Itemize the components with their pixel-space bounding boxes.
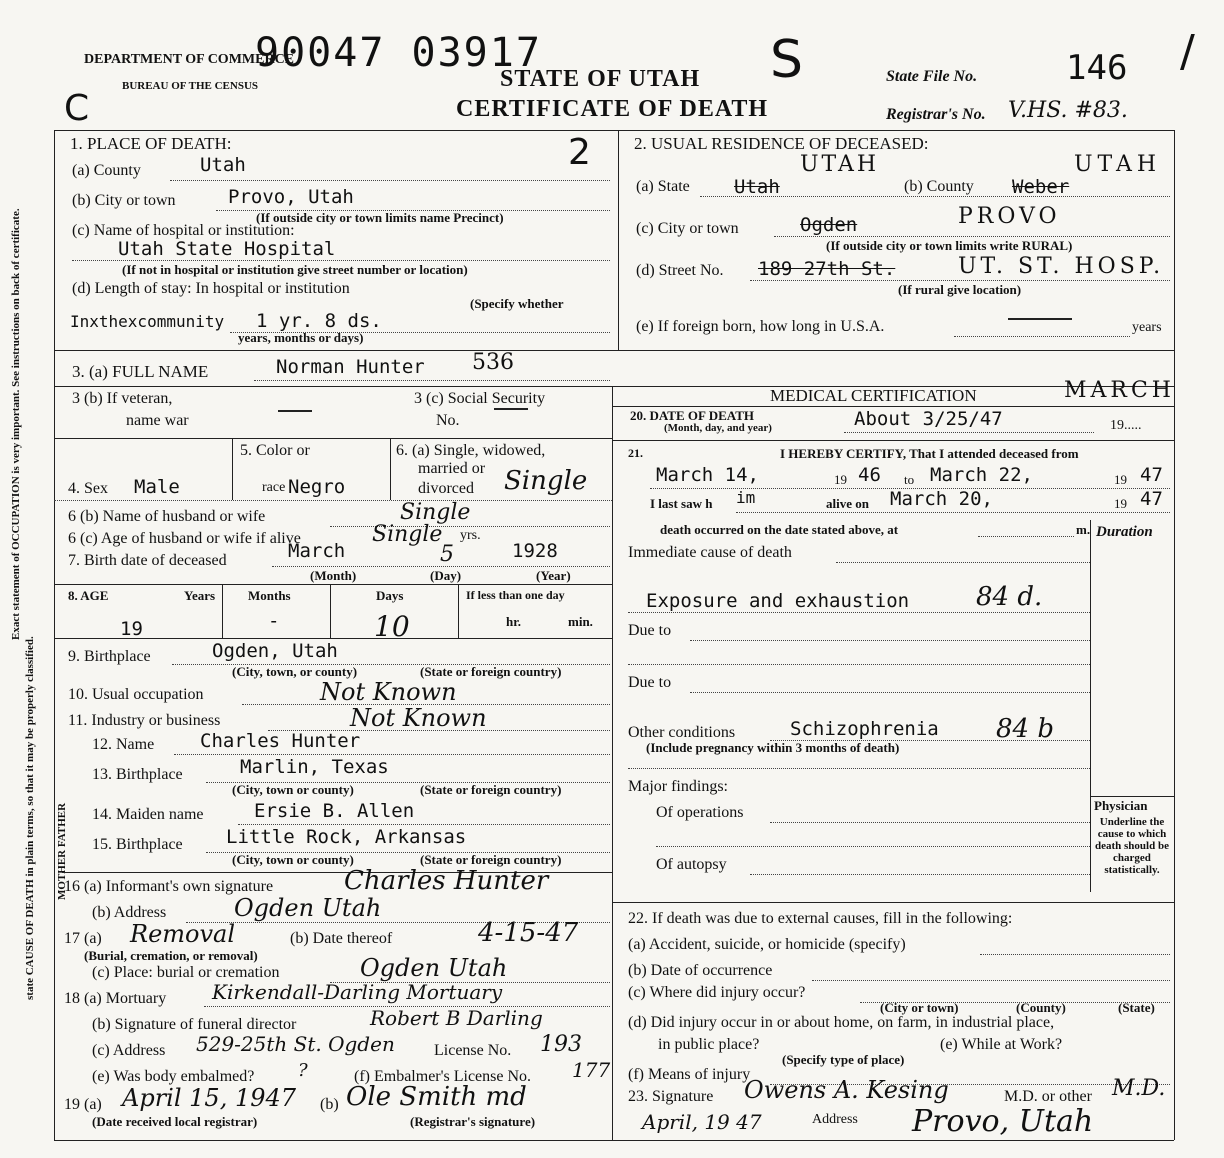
occupation-instruction: Exact statement of OCCUPATION is very important. See instructions on back of certificate. <box>10 208 22 640</box>
last-saw-year: 47 <box>1140 488 1163 510</box>
physician-note: Underline the cause to which death should be charged statistically. <box>1095 816 1169 876</box>
age-years-lbl: Years <box>184 588 216 603</box>
burial-note: (Burial, cremation, or removal) <box>84 948 258 963</box>
death-city: Provo, Utah <box>228 186 354 208</box>
birth-year-lbl: (Year) <box>536 568 571 583</box>
name-hw-number: 536 <box>472 350 514 375</box>
dod-suffix: 19..... <box>1110 418 1142 433</box>
burial-type: Removal <box>130 920 236 948</box>
informant-signature: Charles Hunter <box>344 866 549 896</box>
physician-address: Provo, Utah <box>912 1104 1094 1139</box>
registrar-sig-label: (b) <box>320 1096 339 1113</box>
name-row-bottom-line <box>54 386 1174 387</box>
other-conditions-label: Other conditions <box>628 724 736 741</box>
birth-day-lbl: (Day) <box>430 568 462 583</box>
res-street-struck: 189 27th St. <box>758 258 896 280</box>
res-street-note: (If rural give location) <box>898 282 1022 297</box>
certificate-title: CERTIFICATE OF DEATH <box>456 96 769 122</box>
age-col-1 <box>222 584 223 638</box>
funeral-director-label: (b) Signature of funeral director <box>92 1016 297 1033</box>
industry-value: Not Known <box>350 704 487 732</box>
fd-address-label: (c) Address <box>92 1042 166 1059</box>
attend-to-year: 47 <box>1140 464 1163 486</box>
medical-hw-month: MARCH <box>1064 378 1175 403</box>
address-label: Address <box>812 1112 858 1127</box>
min-lbl: min. <box>568 614 593 629</box>
hw-mark-s: S <box>770 30 804 90</box>
duration-col-line <box>1090 520 1091 892</box>
state-file-value: 146 <box>1066 48 1128 88</box>
burial-label: 17 (a) <box>64 930 102 947</box>
birthplace-label: 9. Birthplace <box>68 648 151 665</box>
res-city-hw: PROVO <box>958 204 1061 229</box>
name-row-top-line <box>54 350 1174 351</box>
bureau-label: BUREAU OF THE CENSUS <box>122 80 259 92</box>
attend-to-19: 19 <box>1114 472 1127 487</box>
age-col-3 <box>458 584 459 638</box>
frame-bottom-line <box>54 1140 1174 1141</box>
burial-date-label: (b) Date thereof <box>290 930 393 947</box>
res-county-hw: UTAH <box>1074 152 1162 177</box>
industry-label: 11. Industry or business <box>68 712 221 729</box>
registrar-signature: Ole Smith md <box>346 1082 527 1112</box>
birth-month-lbl: (Month) <box>310 568 357 583</box>
frame-left-line <box>54 130 55 1140</box>
section-divider-lower <box>612 386 613 1140</box>
res-city-struck: Ogden <box>800 214 858 236</box>
spouse-age-value: Single <box>372 522 443 547</box>
informant-addr-label: (b) Address <box>92 904 167 921</box>
res-state-struck: Utah <box>734 176 780 198</box>
informant-sig-label: 16 (a) Informant's own signature <box>64 878 274 895</box>
sex-value: Male <box>134 476 180 498</box>
mother-bp-note-1: (City, town or county) <box>232 852 354 867</box>
funeral-director-signature: Robert B Darling <box>370 1006 543 1030</box>
ssn-no-label: No. <box>436 412 460 429</box>
external-c-note-1: (City or town) <box>880 1000 959 1015</box>
age-months: - <box>268 610 280 632</box>
mother-maiden-name: Ersie B. Allen <box>254 800 415 822</box>
spouse-age-label: 6 (c) Age of husband or wife if alive <box>68 530 301 547</box>
hospital-name: Utah State Hospital <box>118 238 336 260</box>
registrar-sig-note: (Registrar's signature) <box>410 1114 536 1129</box>
marital-label-1: 6. (a) Single, widowed, <box>396 442 546 459</box>
external-d-note: (Specify type of place) <box>782 1052 905 1067</box>
duration-label: Duration <box>1096 524 1153 540</box>
external-b: (b) Date of occurrence <box>628 962 773 979</box>
cert-text: I HEREBY CERTIFY, That I attended deceased from <box>780 446 1079 461</box>
father-bp-label: 13. Birthplace <box>92 766 183 783</box>
md-hw: M.D. <box>1112 1076 1166 1101</box>
birth-month: March <box>288 540 346 562</box>
medical-title: MEDICAL CERTIFICATION <box>770 386 977 405</box>
mother-bp-label: 15. Birthplace <box>92 836 183 853</box>
physician-signature: Owens A. Kesing <box>744 1076 949 1104</box>
department-label: DEPARTMENT OF COMMERCE <box>84 52 295 67</box>
place-of-death-title: 1. PLACE OF DEATH: <box>70 134 232 153</box>
veteran-label: 3 (b) If veteran, <box>72 390 173 407</box>
veteran-row-line <box>54 438 612 439</box>
external-d2: in public place? <box>658 1036 760 1053</box>
birth-day: 5 <box>440 542 454 567</box>
external-a: (a) Accident, suicide, or homicide (specify) <box>628 936 906 953</box>
certificate-number: 90047 03917 <box>255 30 542 76</box>
autopsy-label: Of autopsy <box>656 856 727 873</box>
external-title: 22. If death was due to external causes, fill in the following: <box>628 910 1013 927</box>
physician-title: Physician <box>1094 798 1148 813</box>
dod-sub-label: (Month, day, and year) <box>664 422 772 434</box>
registrar-date-label: 19 (a) <box>64 1096 102 1113</box>
alive-on-label: alive on <box>826 496 869 511</box>
foreign-unit: years <box>1132 320 1162 335</box>
parents-side-label: MOTHER FATHER <box>56 802 68 900</box>
age-days: 10 <box>374 610 410 643</box>
foreign-label: (e) If foreign born, how long in U.S.A. <box>636 318 885 335</box>
birthplace-note-1: (City, town, or county) <box>232 664 358 679</box>
spouse-name-label: 6 (b) Name of husband or wife <box>68 508 266 525</box>
immediate-cause: Exposure and exhaustion <box>646 590 910 612</box>
birth-year: 1928 <box>512 540 558 562</box>
full-name-label: 3. (a) FULL NAME <box>72 362 209 381</box>
fd-address: 529-25th St. Ogden <box>196 1032 395 1056</box>
ssn-label: 3 (c) Social Security <box>414 390 546 407</box>
res-county-label: (b) County <box>904 178 974 195</box>
md-label: M.D. or other <box>1004 1088 1092 1105</box>
father-bp-note-2: (State or foreign country) <box>420 782 562 797</box>
full-name: Norman Hunter <box>276 356 425 378</box>
veteran-war-label: name war <box>126 412 189 429</box>
external-c: (c) Where did injury occur? <box>628 984 806 1001</box>
last-saw-date: March 20, <box>890 488 993 510</box>
last-saw-hw: im <box>736 488 756 507</box>
res-street-label: (d) Street No. <box>636 262 724 279</box>
external-c-note-2: (County) <box>1016 1000 1066 1015</box>
embalmed-value: ? <box>298 1060 308 1081</box>
external-c-note-3: (State) <box>1118 1000 1155 1015</box>
registrar-date: April 15, 1947 <box>122 1084 297 1112</box>
frame-right-line <box>1174 130 1175 1140</box>
embalmed-label: (e) Was body embalmed? <box>92 1068 255 1085</box>
marital-label-2: married or <box>418 460 486 477</box>
marital-value: Single <box>504 466 588 496</box>
license-label: License No. <box>434 1042 512 1059</box>
city-label: (b) City or town <box>72 192 176 209</box>
attend-to-label: to <box>904 472 915 487</box>
color-label: 5. Color or <box>240 442 310 459</box>
license-value: 193 <box>540 1032 582 1057</box>
occurred-text: death occurred on the date stated above, at <box>660 522 899 537</box>
registrar-value: V.HS. #83. <box>1008 98 1128 123</box>
registrar-label: Registrar's No. <box>886 106 986 123</box>
hw-mark-2: 2 <box>568 132 591 173</box>
attend-from-year: 46 <box>858 464 881 486</box>
hospital-label: (c) Name of hospital or institution: <box>72 222 295 239</box>
birthplace-note-2: (State or foreign country) <box>420 664 562 679</box>
res-state-label: (a) State <box>636 178 690 195</box>
age-lt-day-lbl: If less than one day <box>466 588 565 602</box>
res-county-struck: Weber <box>1012 176 1070 198</box>
cause-instruction: state CAUSE OF DEATH in plain terms, so that it may be properly classified. <box>24 636 36 1000</box>
race-label: race <box>262 480 286 495</box>
age-label: 8. AGE <box>68 588 109 603</box>
father-birthplace: Marlin, Texas <box>240 756 389 778</box>
signature-date: April, 19 47 <box>642 1110 762 1134</box>
embalmer-license-label: (f) Embalmer's License No. <box>354 1068 532 1085</box>
major-findings-label: Major findings: <box>628 778 728 795</box>
external-e: (e) While at Work? <box>940 1036 1063 1053</box>
hospital-note: (If not in hospital or institution give street number or location) <box>122 262 468 277</box>
age-months-lbl: Months <box>248 588 291 603</box>
dod-label: 20. DATE OF DEATH <box>630 408 754 423</box>
race-value: Negro <box>288 476 346 498</box>
res-city-label: (c) City or town <box>636 220 739 237</box>
hw-mark-c: C <box>64 88 90 129</box>
dod-row-line <box>612 440 1174 441</box>
last-saw-19: 19 <box>1114 496 1127 511</box>
age-years: 19 <box>120 618 143 640</box>
section-divider-upper <box>618 130 619 350</box>
informant-address: Ogden Utah <box>234 894 382 922</box>
place-label: (c) Place: burial or cremation <box>92 964 280 981</box>
res-city-note: (If outside city or town limits write RURAL) <box>826 238 1073 253</box>
father-name-label: 12. Name <box>92 736 155 753</box>
hr-lbl: hr. <box>506 614 522 629</box>
operations-label: Of operations <box>656 804 744 821</box>
mortuary-label: 18 (a) Mortuary <box>64 990 167 1007</box>
attend-from: March 14, <box>656 464 759 486</box>
father-bp-note-1: (City, town or county) <box>232 782 354 797</box>
due-to-2-label: Due to <box>628 674 672 691</box>
mother-birthplace: Little Rock, Arkansas <box>226 826 467 848</box>
color-col-left <box>232 438 233 500</box>
embalmer-license-value: 177 <box>572 1058 611 1082</box>
medical-title-line <box>612 406 1174 407</box>
last-saw-label: I last saw h <box>650 496 713 511</box>
death-county: Utah <box>200 154 246 176</box>
city-note: (If outside city or town limits name Precinct) <box>256 210 504 225</box>
stay-label: (d) Length of stay: In hospital or institution <box>72 280 350 297</box>
sex-label: 4. Sex <box>68 480 108 497</box>
age-days-lbl: Days <box>376 588 404 603</box>
stay-unit: years, months or days) <box>238 330 364 345</box>
color-col-right <box>390 438 391 500</box>
spouse-name-value: Single <box>400 500 471 525</box>
occupation-value: Not Known <box>320 678 457 706</box>
physician-box-top <box>1090 796 1174 797</box>
res-street-hw: UT. ST. HOSP. <box>958 254 1165 279</box>
age-col-2 <box>330 584 331 638</box>
attend-from-19: 19 <box>834 472 847 487</box>
stay-typed-over: Inxthexcommunity <box>70 312 225 331</box>
state-title: STATE OF UTAH <box>500 66 701 92</box>
mortuary-name: Kirkendall-Darling Mortuary <box>212 980 503 1004</box>
residence-title: 2. USUAL RESIDENCE OF DECEASED: <box>634 134 929 153</box>
signature-label: 23. Signature <box>628 1088 714 1105</box>
mother-bp-note-2: (State or foreign country) <box>420 852 562 867</box>
due-to-1-label: Due to <box>628 622 672 639</box>
external-section-line <box>612 902 1174 903</box>
state-file-label: State File No. <box>886 68 978 85</box>
attend-to: March 22, <box>930 464 1033 486</box>
age-row-top-line <box>54 584 612 585</box>
mother-name-label: 14. Maiden name <box>92 806 204 823</box>
external-d: (d) Did injury occur in or about home, on farm, in industrial place, <box>628 1014 1055 1031</box>
other-conditions: Schizophrenia <box>790 718 939 740</box>
frame-top-line <box>54 130 1174 131</box>
stay-length: 1 yr. 8 ds. <box>256 310 382 332</box>
date-of-death: About 3/25/47 <box>854 408 1003 430</box>
birthplace-value: Ogden, Utah <box>212 640 338 662</box>
birth-date-label: 7. Birth date of deceased <box>68 552 227 569</box>
marital-label-3: divorced <box>418 480 474 497</box>
burial-date: 4-15-47 <box>478 918 579 948</box>
immediate-cause-label: Immediate cause of death <box>628 544 792 561</box>
hw-mark-slash: / <box>1180 26 1195 77</box>
cert-num: 21. <box>628 446 643 460</box>
occurred-m: m. <box>1076 522 1091 537</box>
father-name: Charles Hunter <box>200 730 361 752</box>
stay-note: (Specify whether <box>470 296 564 311</box>
occupation-label: 10. Usual occupation <box>68 686 204 703</box>
external-f: (f) Means of injury <box>628 1066 751 1083</box>
spouse-age-unit: yrs. <box>460 528 481 543</box>
burial-place: Ogden Utah <box>360 954 508 982</box>
immediate-duration: 84 d. <box>976 582 1043 612</box>
other-duration: 84 b <box>996 714 1054 744</box>
registrar-date-note: (Date received local registrar) <box>92 1114 258 1129</box>
res-state-hw: UTAH <box>800 152 880 177</box>
other-conditions-note: (Include pregnancy within 3 months of death) <box>646 740 900 755</box>
county-label: (a) County <box>72 162 141 179</box>
